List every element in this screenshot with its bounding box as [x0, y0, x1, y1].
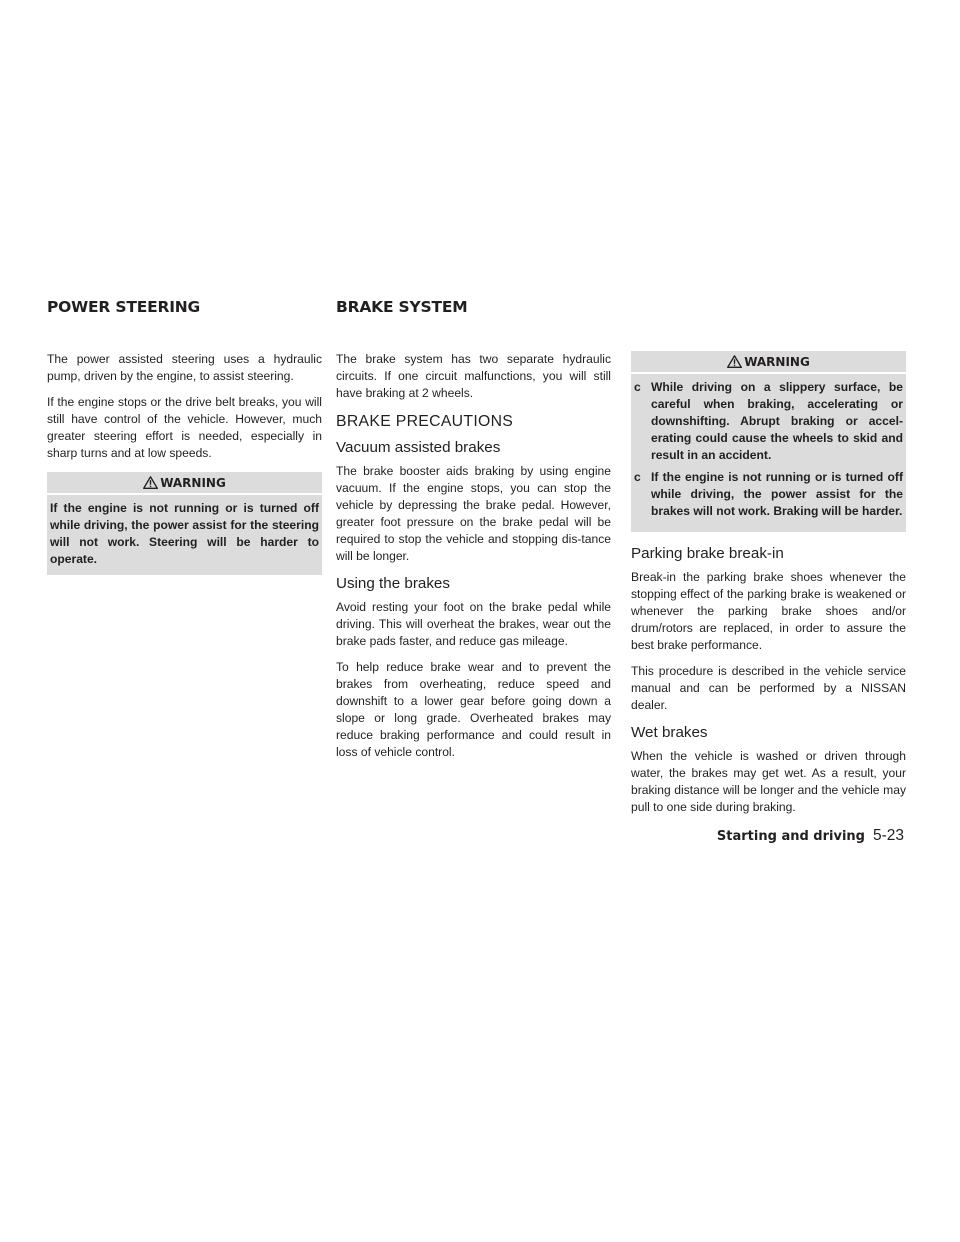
warning-header: [47, 472, 322, 495]
subsection-title-wet: Wet brakes: [631, 724, 708, 741]
warning-list-container: [631, 374, 906, 520]
paragraph: When the vehicle is washed or driven through water, the brakes may get wet. As a result, your braking distance will be longer and the vehicle may pull to one side during braking.: [631, 749, 906, 814]
column-brake-system: [336, 351, 611, 770]
heading-power-steering: POWER STEERING: [47, 298, 201, 316]
paragraph: The brake booster aids braking by using engine vacuum. If the engine stops, you can stop the vehicle by depressing the brake pedal. However, greater foot pressure on the brake pedal will be required to stop the vehicle and stopping dis-tance will be longer.: [336, 464, 611, 563]
paragraph: Break-in the parking brake shoes whenever the stopping effect of the parking brake is weakened or whenever the parking brake shoes and/or drum/rotors are replaced, in order to assure the best brake performance.: [631, 570, 906, 652]
heading-brake-system: BRAKE SYSTEM: [336, 298, 468, 316]
warning-box: [47, 472, 322, 575]
warning-list: [634, 379, 903, 520]
column-brake-continued: [631, 351, 906, 825]
warning-title: WARNING: [744, 354, 810, 369]
list-item-text: While driving on a slippery surface, be careful when braking, accelerating or downshifting. Abrupt braking or accel-erating could cause the wheels to skid and result in an accident.: [651, 380, 903, 462]
subsection-title-parking: Parking brake break-in: [631, 545, 784, 562]
paragraph: Avoid resting your foot on the brake pedal while driving. This will overheat the brakes, wear out the brake pads faster, and reduce gas mileage.: [336, 600, 611, 648]
list-item-text: If the engine is not running or is turned off while driving, the power assist for the brakes will not work. Braking will be harder.: [651, 470, 903, 518]
paragraph: To help reduce brake wear and to prevent the brakes from overheating, reduce speed and downshift to a lower gear before going down a slope or long grade. Overheated brakes may reduce braking performance and could result in loss of vehicle control.: [336, 660, 611, 759]
paragraph: The power assisted steering uses a hydraulic pump, driven by the engine, to assist steering.: [47, 352, 322, 383]
page-footer: [717, 827, 904, 845]
warning-text: If the engine is not running or is turned off while driving, the power assist for the steering will not work. Steering will be harder to operate.: [50, 501, 319, 566]
list-item: [634, 379, 903, 464]
paragraph: The brake system has two separate hydraulic circuits. If one circuit malfunctions, you will still have braking at 2 wheels.: [336, 352, 611, 400]
section-title-brake-precautions: BRAKE PRECAUTIONS: [336, 413, 514, 430]
warning-triangle-icon: [143, 476, 158, 489]
bullet-icon: c: [634, 380, 641, 394]
subsection-title-vacuum: Vacuum assisted brakes: [336, 439, 501, 456]
bullet-icon: c: [634, 470, 641, 484]
warning-box: [631, 351, 906, 532]
warning-header: [631, 351, 906, 374]
paragraph: If the engine stops or the drive belt breaks, you will still have control of the vehicle. However, much greater steering effort is needed, especially in sharp turns and at low speeds.: [47, 395, 322, 460]
page-number: 5-23: [872, 827, 904, 844]
subsection-title-using: Using the brakes: [336, 575, 450, 592]
warning-title: WARNING: [160, 475, 226, 490]
paragraph: This procedure is described in the vehicle service manual and can be performed by a NISSAN dealer.: [631, 664, 906, 712]
warning-triangle-icon: [727, 355, 742, 368]
column-power-steering: [47, 351, 322, 587]
list-item: [634, 469, 903, 520]
footer-section-title: Starting and driving: [716, 829, 865, 844]
